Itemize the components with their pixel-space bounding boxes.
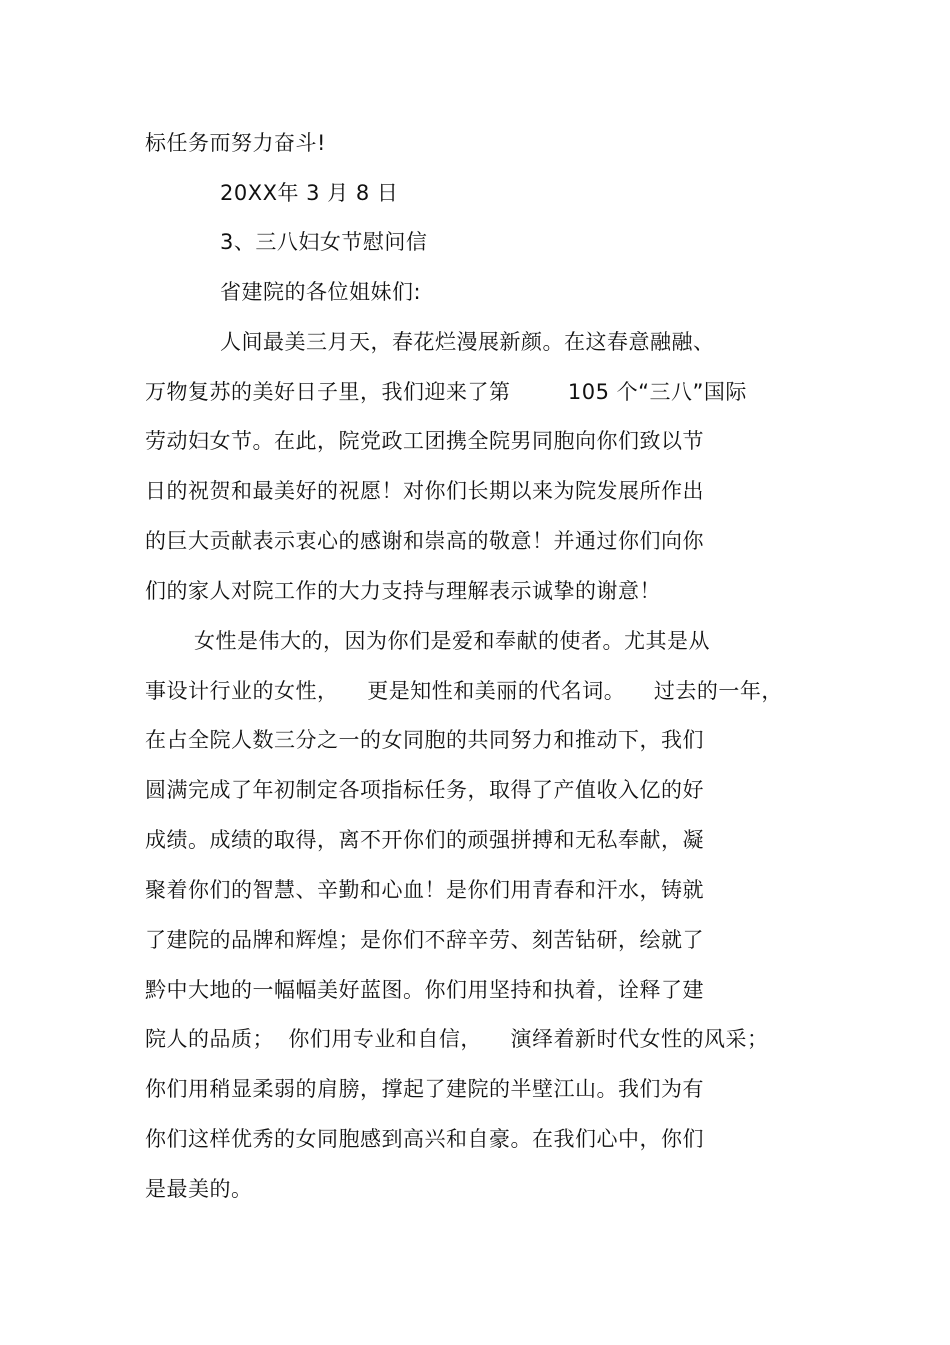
text-line: 圆满完成了年初制定各项指标任务，取得了产值收入亿的好 xyxy=(145,778,704,802)
text-line: 黔中大地的一幅幅美好蓝图。你们用坚持和执着，诠释了建 xyxy=(145,978,704,1002)
text-line: 你们用稍显柔弱的肩膀，撑起了建院的半壁江山。我们为有 xyxy=(145,1077,704,1101)
text-line: 在占全院人数三分之一的女同胞的共同努力和推动下，我们 xyxy=(145,728,704,752)
text-line: 日的祝贺和最美好的祝愿！对你们长期以来为院发展所作出 xyxy=(145,479,704,503)
section-heading: 3、三八妇女节慰问信 xyxy=(220,230,428,254)
text-line: 是最美的。 xyxy=(145,1177,253,1201)
text-line: 人间最美三月天，春花烂漫展新颜。在这春意融融、 xyxy=(220,330,715,354)
text-line: 标任务而努力奋斗! xyxy=(145,131,326,155)
text-line: 的巨大贡献表示衷心的感谢和崇高的敬意！并通过你们向你 xyxy=(145,529,704,553)
text-line: 了建院的品牌和辉煌；是你们不辞辛劳、刻苦钻研，绘就了 xyxy=(145,928,704,952)
text-line: 你们这样优秀的女同胞感到高兴和自豪。在我们心中，你们 xyxy=(145,1127,704,1151)
text-line: 事设计行业的女性， 更是知性和美丽的代名词。 过去的一年， xyxy=(145,679,783,703)
text-line: 女性是伟大的，因为你们是爱和奉献的使者。尤其是从 xyxy=(194,629,710,653)
text-line: 院人的品质； 你们用专业和自信， 演绎着新时代女性的风采； xyxy=(145,1027,769,1051)
salutation: 省建院的各位姐妹们: xyxy=(220,280,422,304)
date-line: 20XX年 3 月 8 日 xyxy=(220,181,399,205)
text-line: 们的家人对院工作的大力支持与理解表示诚挚的谢意！ xyxy=(145,579,661,603)
text-line: 劳动妇女节。在此，院党政工团携全院男同胞向你们致以节 xyxy=(145,429,704,453)
text-line: 成绩。成绩的取得，离不开你们的顽强拼搏和无私奉献，凝 xyxy=(145,828,704,852)
text-line: 万物复苏的美好日子里，我们迎来了第 105 个“三八”国际 xyxy=(145,380,747,404)
text-line: 聚着你们的智慧、辛勤和心血！是你们用青春和汗水，铸就 xyxy=(145,878,704,902)
